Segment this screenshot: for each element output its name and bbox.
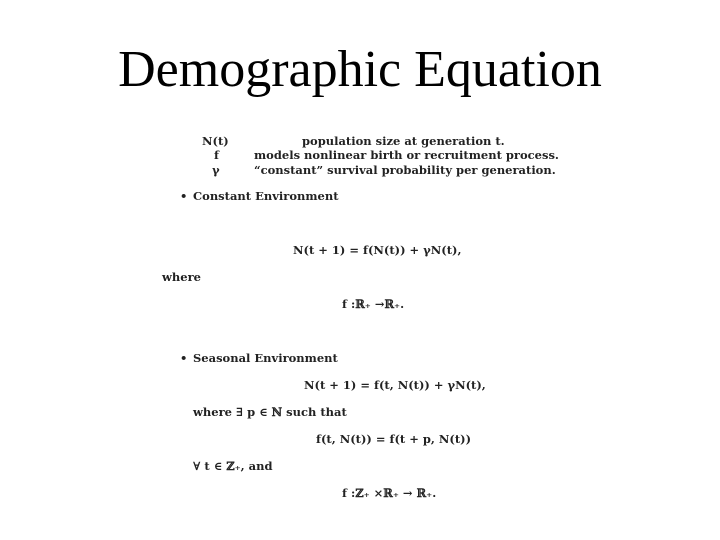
def-symbol-f: f bbox=[214, 148, 219, 162]
where-label: where bbox=[162, 270, 201, 284]
heading-constant-environment: Constant Environment bbox=[193, 189, 339, 203]
equation-seasonal: N(t + 1) = f(t, N(t)) + γN(t), bbox=[304, 378, 486, 392]
mapping-seasonal: f :ℤ₊ ×ℝ₊ → ℝ₊. bbox=[342, 486, 437, 500]
def-text-gamma: “constant” survival probability per generation. bbox=[254, 163, 556, 177]
bullet-constant: • bbox=[180, 189, 188, 203]
bullet-seasonal: • bbox=[180, 351, 188, 365]
slide-title: Demographic Equation bbox=[118, 41, 602, 98]
def-text-N: population size at generation t. bbox=[302, 134, 505, 148]
def-symbol-N: N(t) bbox=[202, 134, 229, 148]
forall-t: ∀ t ∈ ℤ₊, and bbox=[193, 459, 273, 473]
heading-seasonal-environment: Seasonal Environment bbox=[193, 351, 338, 365]
equation-constant: N(t + 1) = f(N(t)) + γN(t), bbox=[293, 243, 462, 257]
def-symbol-gamma: γ bbox=[212, 163, 220, 177]
where-exists-p: where ∃ p ∈ ℕ such that bbox=[193, 405, 347, 419]
periodicity-condition: f(t, N(t)) = f(t + p, N(t)) bbox=[316, 432, 472, 446]
def-text-f: models nonlinear birth or recruitment process. bbox=[254, 148, 559, 162]
mapping-constant: f :ℝ₊ →ℝ₊. bbox=[342, 297, 405, 311]
